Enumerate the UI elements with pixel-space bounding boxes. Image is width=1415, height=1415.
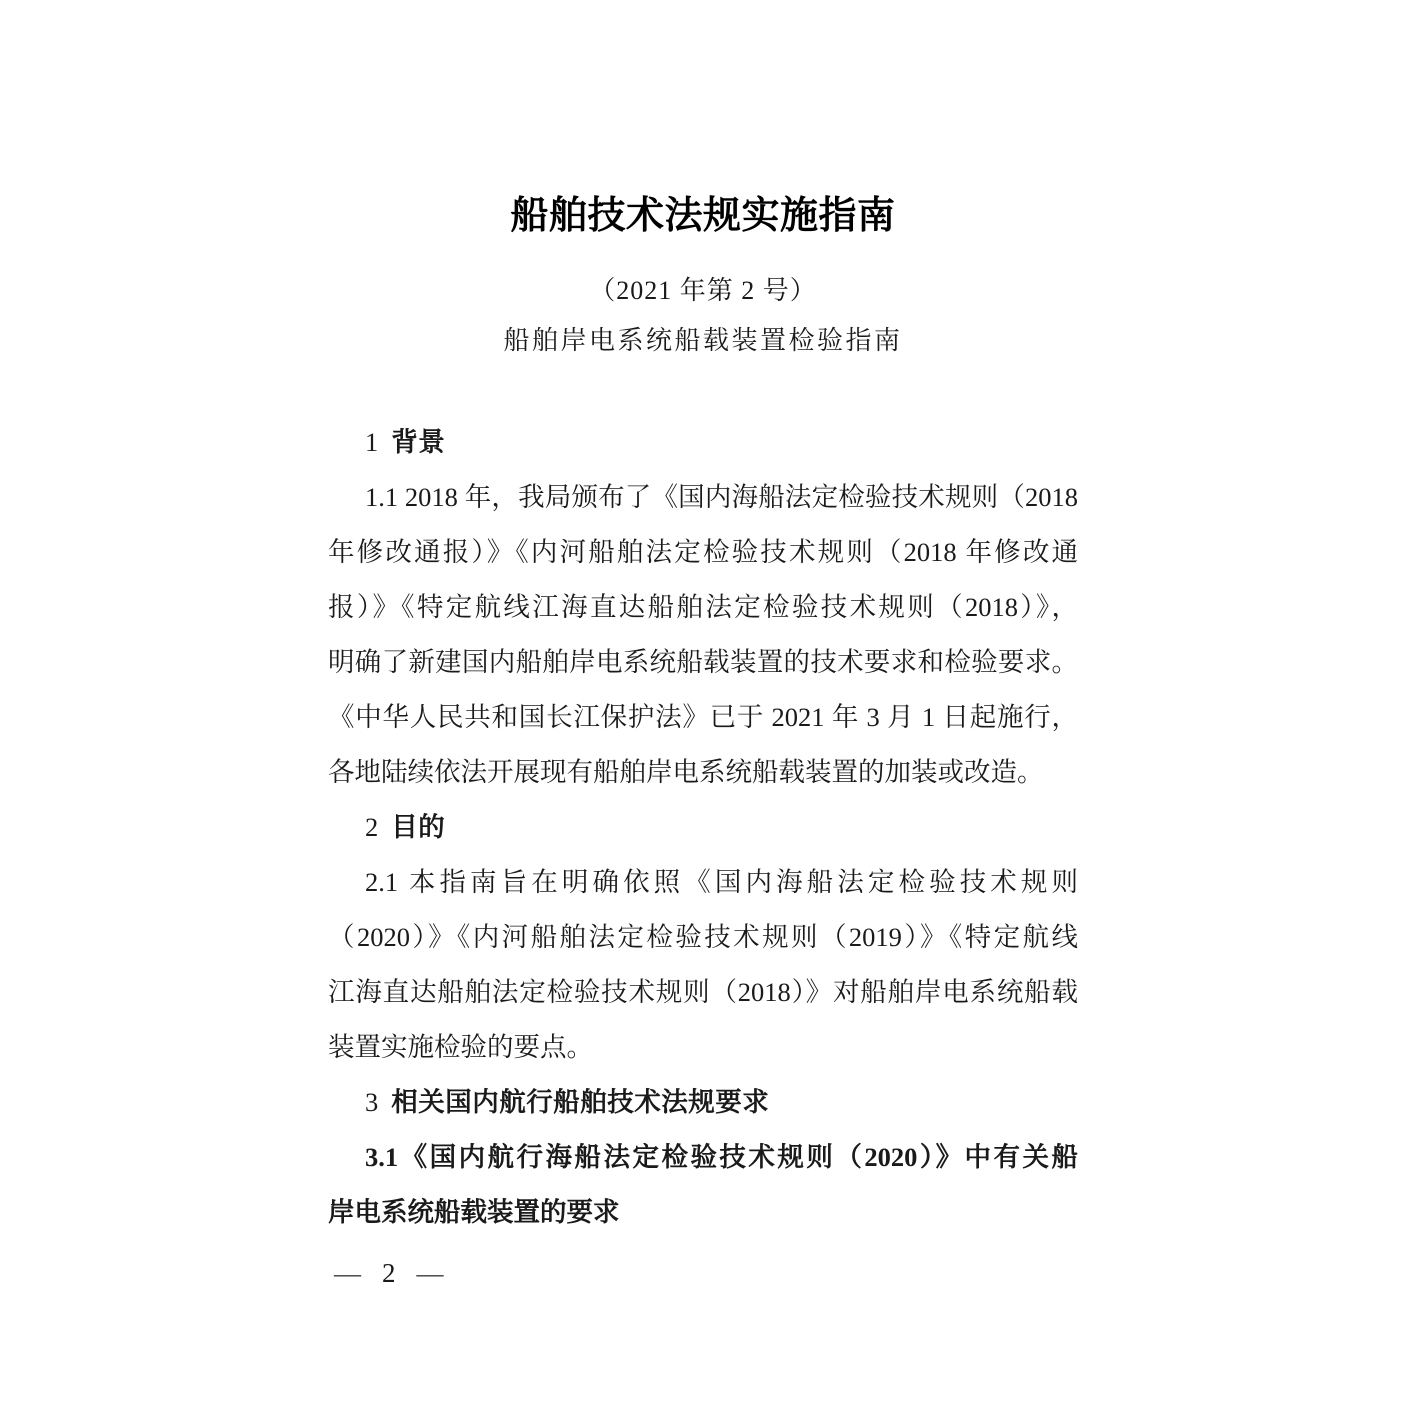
- text-line: 2.1 本指南旨在明确依照《国内海船法定检验技术规则: [365, 867, 1078, 897]
- doc-title: 船舶技术法规实施指南: [510, 195, 896, 237]
- text-line: 《中华人民共和国长江保护法》已于 2021 年 3 月 1 日起施行，: [328, 702, 1078, 732]
- section-heading: [328, 800, 1078, 855]
- doc-subtitle: （2021 年第 2 号）: [589, 276, 817, 305]
- text-line: 1.1 2018 年，我局颁布了《国内海船法定检验技术规则（2018: [365, 482, 1078, 512]
- section-label: 背景: [391, 427, 446, 457]
- footer-right-dash: —: [416, 1258, 444, 1288]
- section-label: 目的: [391, 812, 446, 842]
- section-heading: [328, 1075, 1078, 1130]
- text-line: （2020）》《内河船舶法定检验技术规则（2019）》《特定航线: [328, 922, 1078, 952]
- section-number: 3: [365, 1087, 379, 1117]
- text-line: 岸电系统船载装置的要求: [328, 1197, 620, 1227]
- text-line: 江海直达船舶法定检验技术规则（2018）》对船舶岸电系统船载: [328, 977, 1078, 1007]
- page-footer: [334, 1253, 444, 1293]
- section-heading: [328, 415, 1078, 470]
- document-body: [328, 415, 1078, 1240]
- text-line: 报）》《特定航线江海直达船舶法定检验技术规则（2018）》，: [328, 592, 1078, 622]
- section-number: 2: [365, 812, 379, 842]
- text-line: 装置实施检验的要点。: [328, 1032, 593, 1062]
- footer-left-dash: —: [334, 1258, 361, 1288]
- text-line: 年修改通报）》《内河船舶法定检验技术规则（2018 年修改通: [328, 537, 1078, 567]
- text-line: 各地陆续依法开展现有船舶岸电系统船载装置的加装或改造。: [328, 757, 1044, 787]
- section-label: 相关国内航行船舶技术法规要求: [391, 1087, 770, 1117]
- section-number: 1: [365, 427, 379, 457]
- doc-subject: 船舶岸电系统船载装置检验指南: [503, 326, 903, 355]
- text-line: 明确了新建国内船舶岸电系统船载装置的技术要求和检验要求。: [328, 647, 1078, 677]
- page-number: 2: [382, 1258, 396, 1288]
- text-line: 3.1《国内航行海船法定检验技术规则（2020）》中有关船: [365, 1142, 1078, 1172]
